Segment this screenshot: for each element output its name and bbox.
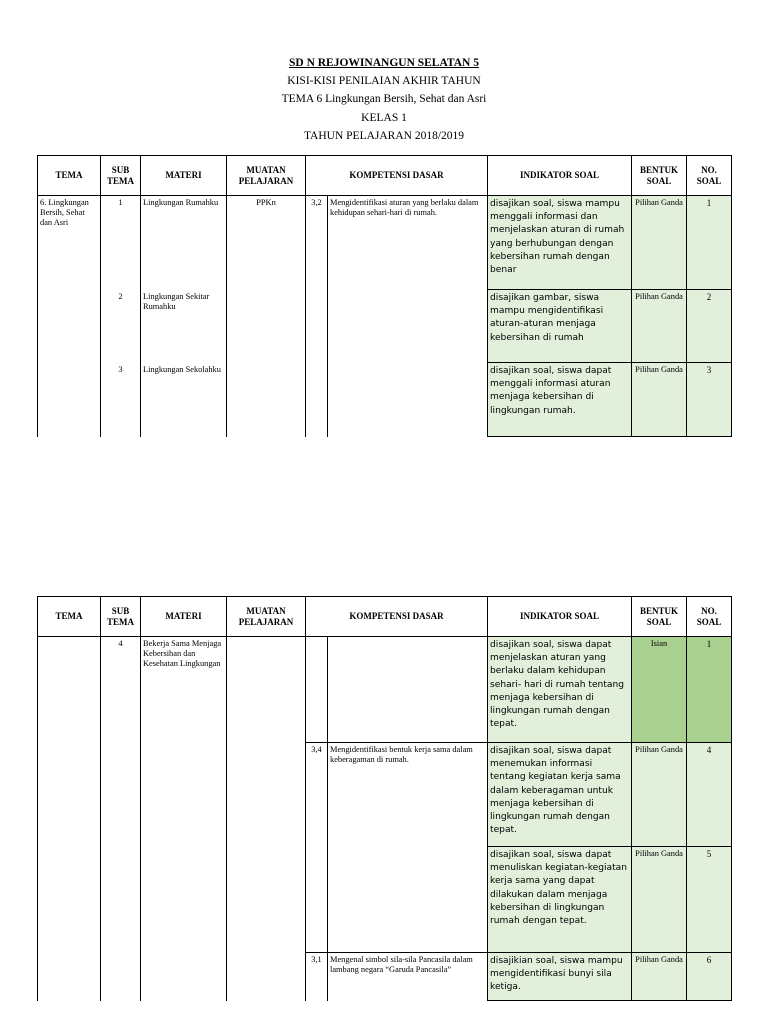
bentuk-cell: Pilihan Ganda <box>632 196 687 290</box>
kd-text: Mengidentifikasi bentuk kerja sama dalam keberagaman di rumah. <box>328 743 488 953</box>
col-muatan: MUATAN PELAJARAN <box>227 597 306 637</box>
muatan-cell <box>227 637 306 1001</box>
indikator-cell: disajikian soal, siswa mampu mengidentifikasi bunyi sila ketiga. <box>488 953 632 1001</box>
kd-number: 3,1 <box>306 953 328 1001</box>
muatan-cell: PPKn <box>227 196 306 437</box>
no-soal-cell: 5 <box>687 847 732 953</box>
indikator-cell: disajikan soal, siswa mampu menggali informasi dan menjelaskan aturan di rumah yang berhubungan dengan kebersihan rumah dengan benar <box>488 196 632 290</box>
indikator-cell: disajikan gambar, siswa mampu mengidentifikasi aturan-aturan menjaga kebersihan di rumah <box>488 290 632 363</box>
kisi-table-1 <box>37 155 732 437</box>
kd-text: Mengidentifikasi aturan yang berlaku dalam kehidupan sehari-hari di rumah. <box>328 196 488 437</box>
col-subtema: SUB TEMA <box>101 597 141 637</box>
no-soal-cell: 4 <box>687 743 732 847</box>
materi-cell: Lingkungan Rumahku <box>141 196 227 290</box>
no-soal-cell: 2 <box>687 290 732 363</box>
col-no: NO. SOAL <box>687 597 732 637</box>
bentuk-cell: Pilihan Ganda <box>632 743 687 847</box>
school-name: SD N REJOWINANGUN SELATAN 5 <box>289 57 479 69</box>
no-soal-cell: 6 <box>687 953 732 1001</box>
doc-theme: TEMA 6 Lingkungan Bersih, Sehat dan Asri <box>281 93 487 106</box>
col-kd: KOMPETENSI DASAR <box>306 597 488 637</box>
materi-cell: Lingkungan Sekitar Rumahku <box>141 290 227 363</box>
materi-cell: Lingkungan Sekolahku <box>141 363 227 437</box>
table-row <box>38 637 732 743</box>
table-header-row <box>38 597 732 637</box>
materi-cell: Bekerja Sama Menjaga Kebersihan dan Kesehatan Lingkungan <box>141 637 227 1001</box>
kd-number <box>306 637 328 743</box>
col-indikator: INDIKATOR SOAL <box>488 156 632 196</box>
tema-cell <box>38 637 101 1001</box>
subtema-cell: 3 <box>101 363 141 437</box>
col-no: NO. SOAL <box>687 156 732 196</box>
kd-text: Mengenal simbol sila-sila Pancasila dalam lambang negara “Garuda Pancasila” <box>328 953 488 1001</box>
col-tema: TEMA <box>38 597 101 637</box>
col-bentuk: BENTUK SOAL <box>632 597 687 637</box>
kd-number: 3,4 <box>306 743 328 953</box>
table-row <box>38 196 732 290</box>
subtema-cell: 2 <box>101 290 141 363</box>
kisi-table-2 <box>37 596 732 1001</box>
no-soal-cell: 3 <box>687 363 732 437</box>
document-header <box>0 54 768 145</box>
doc-year: TAHUN PELAJARAN 2018/2019 <box>303 129 465 142</box>
bentuk-cell: Pilihan Ganda <box>632 847 687 953</box>
bentuk-cell: Isian <box>632 637 687 743</box>
doc-class: KELAS 1 <box>361 111 407 124</box>
col-materi: MATERI <box>141 597 227 637</box>
bentuk-cell: Pilihan Ganda <box>632 290 687 363</box>
col-subtema: SUB TEMA <box>101 156 141 196</box>
indikator-cell: disajikan soal, siswa dapat menuliskan kegiatan-kegiatan kerja sama yang dapat dilakukan dalam menjaga kebersihan di lingkungan rumah dengan tepat. <box>488 847 632 953</box>
indikator-cell: disajikan soal, siswa dapat menjelaskan aturan yang berlaku dalam kehidupan sehari- hari di rumah tentang menjaga kebersihan di lingkungan rumah dengan tepat. <box>488 637 632 743</box>
bentuk-cell: Pilihan Ganda <box>632 363 687 437</box>
bentuk-cell: Pilihan Ganda <box>632 953 687 1001</box>
kd-text <box>328 637 488 743</box>
indikator-cell: disajikan soal, siswa dapat menemukan informasi tentang kegiatan kerja sama dalam keberagaman untuk menjaga kebersihan di lingkungan rumah dengan tepat. <box>488 743 632 847</box>
kd-number: 3,2 <box>306 196 328 437</box>
table-header-row <box>38 156 732 196</box>
col-kd: KOMPETENSI DASAR <box>306 156 488 196</box>
indikator-cell: disajikan soal, siswa dapat menggali informasi aturan menjaga kebersihan di lingkungan rumah. <box>488 363 632 437</box>
col-bentuk: BENTUK SOAL <box>632 156 687 196</box>
col-materi: MATERI <box>141 156 227 196</box>
no-soal-cell: 1 <box>687 196 732 290</box>
col-muatan: MUATAN PELAJARAN <box>227 156 306 196</box>
doc-title: KISI-KISI PENILAIAN AKHIR TAHUN <box>287 75 481 88</box>
subtema-cell: 1 <box>101 196 141 290</box>
no-soal-cell: 1 <box>687 637 732 743</box>
col-indikator: INDIKATOR SOAL <box>488 597 632 637</box>
col-tema: TEMA <box>38 156 101 196</box>
tema-cell: 6. Lingkungan Bersih, Sehat dan Asri <box>38 196 101 437</box>
subtema-cell: 4 <box>101 637 141 1001</box>
